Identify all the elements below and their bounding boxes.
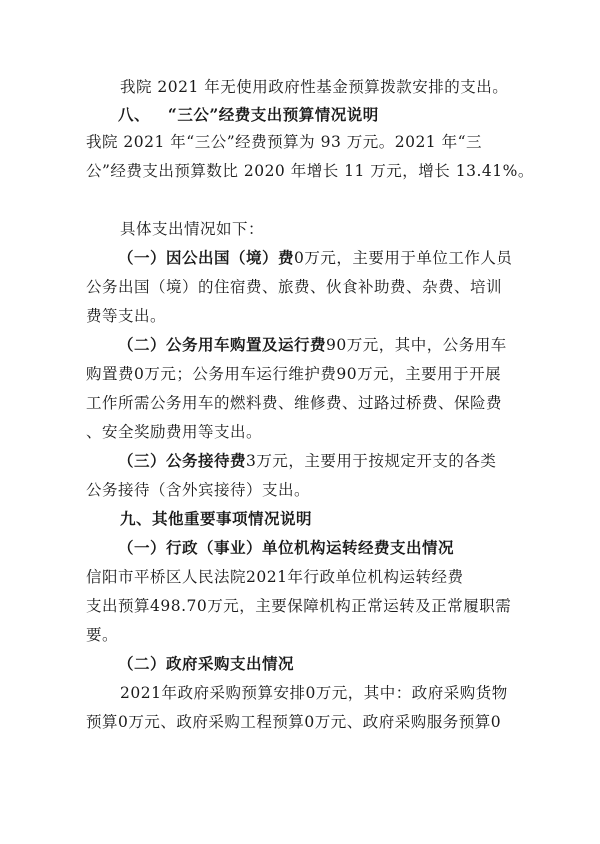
text-line: 公务接待（含外宾接待）支出。	[86, 481, 311, 499]
text-line: 我院 2021 年“三公”经费预算为 93 万元。2021 年“三	[86, 133, 483, 151]
section-number: 八、	[118, 105, 151, 124]
section-heading-9: 九、其他重要事项情况说明	[120, 509, 313, 528]
section-heading-8	[118, 104, 379, 126]
paragraph-text: 90万元，其中，公务用车	[326, 336, 507, 354]
text-line: 我院 2021 年无使用政府性基金预算拨款安排的支出。	[120, 78, 509, 96]
text-line: 信阳市平桥区人民法院2021年行政单位机构运转经费	[86, 568, 464, 586]
subsection-heading: （二）政府采购支出情况	[118, 654, 295, 673]
paragraph-2-lead	[118, 334, 507, 356]
paragraph-heading: （一）因公出国（境）费	[118, 248, 295, 267]
text-line: 公务出国（境）的住宿费、旅费、伙食补助费、杂费、培训	[86, 278, 503, 296]
paragraph-1-lead	[118, 247, 512, 269]
text-line: 具体支出情况如下：	[120, 220, 265, 238]
text-line: 、安全奖励费用等支出。	[86, 423, 263, 441]
text-line: 支出预算498.70万元，主要保障机构正常运转及正常履职需	[86, 597, 512, 615]
text-line: 费等支出。	[86, 307, 167, 325]
paragraph-heading: （三）公务接待费	[118, 451, 247, 470]
text-line: 2021年政府采购预算安排0万元，其中：政府采购货物	[120, 684, 508, 702]
paragraph-heading: （二）公务用车购置及运行费	[118, 335, 327, 354]
text-line: 预算0万元、政府采购工程预算0万元、政府采购服务预算0	[86, 713, 502, 731]
text-line: 要。	[86, 626, 119, 644]
paragraph-3-lead	[118, 450, 496, 472]
subsection-heading: （一）行政（事业）单位机构运转经费支出情况	[118, 538, 455, 557]
text-line: 公”经费支出预算数比 2020 年增长 11 万元，增长 13.41%。	[86, 162, 534, 180]
paragraph-text: 3万元，主要用于按规定开支的各类	[246, 452, 497, 470]
text-line: 购置费0万元；公务用车运行维护费90万元，主要用于开展	[86, 365, 502, 383]
text-line: 工作所需公务用车的燃料费、维修费、过路过桥费、保险费	[86, 394, 503, 412]
paragraph-text: 0万元，主要用于单位工作人员	[294, 249, 513, 267]
section-title: “三公”经费支出预算情况说明	[167, 105, 379, 124]
